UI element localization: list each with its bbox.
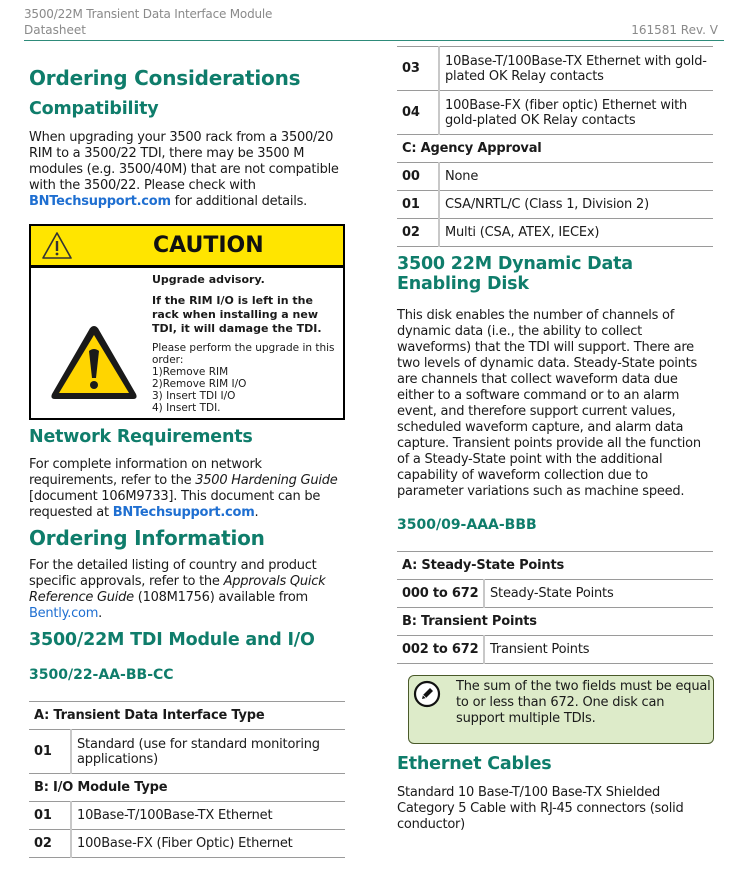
tdi-options-table-continued — [397, 46, 713, 247]
doc-subtitle: Datasheet — [24, 23, 86, 37]
caution-step: 1)Remove RIM — [152, 366, 229, 378]
table-row: 03 10Base-T/100Base-TX Ethernet with gold-plated OK Relay contacts — [397, 47, 713, 91]
network-text: For complete information on network requirements, refer to the 3500 Hardening Guide [document 106M9733]. This document can be requested at BNTechsupport.com. — [29, 457, 338, 520]
table-row: 01 10Base-T/100Base-TX Ethernet — [29, 802, 345, 830]
table-row: 000 to 672 Steady-State Points — [397, 580, 713, 608]
ethernet-cables-heading: Ethernet Cables — [397, 754, 552, 774]
caution-warning: If the RIM I/O is left in the rack when installing a new TDI, it will damage the TDI. — [152, 294, 322, 335]
disk-part-number: 3500/09-AAA-BBB — [397, 517, 537, 533]
table-row: 02 100Base-FX (Fiber Optic) Ethernet — [29, 830, 345, 858]
bntechsupport-link[interactable]: BNTechsupport.com — [29, 194, 171, 209]
table-row: 01 CSA/NRTL/C (Class 1, Division 2) — [397, 191, 713, 219]
warning-triangle-icon — [41, 231, 73, 265]
compatibility-text: When upgrading your 3500 rack from a 3500/20 RIM to a 3500/22 TDI, there may be 3500 M modules (e.g. 3500/40M) that are not compatible with the 3500/22. Please check with BNTechsupport.com for additional details. — [29, 130, 339, 209]
doc-revision: 161581 Rev. V — [631, 23, 718, 37]
ordering-information-text: For the detailed listing of country and product specific approvals, refer to the Approvals Quick Reference Guide (108M1756) available from Bently.com. — [29, 558, 326, 621]
table-row: 00 None — [397, 163, 713, 191]
ethernet-cables-text: Standard 10 Base-T/100 Base-TX Shielded Category 5 Cable with RJ-45 connectors (solid conductor) — [397, 785, 684, 832]
caution-step: 2)Remove RIM I/O — [152, 378, 247, 390]
tdi-options-table — [29, 701, 345, 858]
table-row: 002 to 672 Transient Points — [397, 636, 713, 664]
pencil-icon — [413, 680, 441, 712]
page-header — [24, 4, 724, 41]
caution-banner — [31, 226, 343, 268]
table-section-header: B: I/O Module Type — [29, 774, 345, 802]
bntechsupport-link[interactable]: BNTechsupport.com — [112, 505, 255, 520]
doc-title: 3500/22M Transient Data Interface Module — [24, 7, 273, 21]
table-section-header: A: Transient Data Interface Type — [29, 702, 345, 730]
caution-step: 3) Insert TDI I/O — [152, 390, 236, 402]
tdi-module-heading: 3500/22M TDI Module and I/O — [29, 630, 315, 650]
left-column — [29, 60, 345, 858]
disk-heading: 3500 22M Dynamic Data Enabling Disk — [397, 254, 633, 294]
table-row: 04 100Base-FX (fiber optic) Ethernet with gold-plated OK Relay contacts — [397, 91, 713, 135]
ordering-considerations-heading: Ordering Considerations — [29, 66, 301, 90]
tdi-part-number: 3500/22-AA-BB-CC — [29, 667, 174, 683]
right-column — [397, 46, 715, 833]
table-section-header: C: Agency Approval — [397, 135, 713, 163]
hardening-guide-title: 3500 Hardening Guide — [195, 473, 338, 488]
caution-advisory: Upgrade advisory. — [152, 273, 265, 286]
table-section-header: A: Steady-State Points — [397, 552, 713, 580]
caution-step: 4) Insert TDI. — [152, 402, 221, 414]
note-text: The sum of the two fields must be equal to or less than 672. One disk can support multiple TDIs. — [456, 679, 711, 726]
note-box — [408, 675, 714, 744]
table-row: 01 Standard (use for standard monitoring applications) — [29, 730, 345, 774]
approvals-guide-title: Approvals Quick Reference Guide — [29, 574, 326, 605]
caution-steps: Please perform the upgrade in this order: 1)Remove RIM 2)Remove RIM I/O 3) Insert TDI I/O 4) Insert TDI. — [152, 342, 342, 414]
table-section-header: B: Transient Points — [397, 608, 713, 636]
disk-text: This disk enables the number of channels of dynamic data (i.e., the ability to collect waveforms) that the TDI will support. There are two levels of dynamic data. Steady-State points are channels that collect waveform data due either to a software command or to an alarm event, and therefore support current values, scheduled waveform capture, and alarm data capture. Transient points provide all the function of a Steady-State point with the additional capability of waveform collection due to parameter variations such as machine speed. — [397, 308, 701, 499]
network-requirements-heading: Network Requirements — [29, 427, 253, 447]
bently-link[interactable]: Bently.com — [29, 606, 99, 621]
warning-triangle-icon — [49, 323, 139, 407]
ordering-information-heading: Ordering Information — [29, 526, 265, 550]
caution-box — [29, 224, 345, 420]
caution-title: CAUTION — [153, 233, 264, 258]
disk-options-table — [397, 551, 713, 664]
table-row: 02 Multi (CSA, ATEX, IECEx) — [397, 219, 713, 247]
compatibility-heading: Compatibility — [29, 99, 159, 119]
